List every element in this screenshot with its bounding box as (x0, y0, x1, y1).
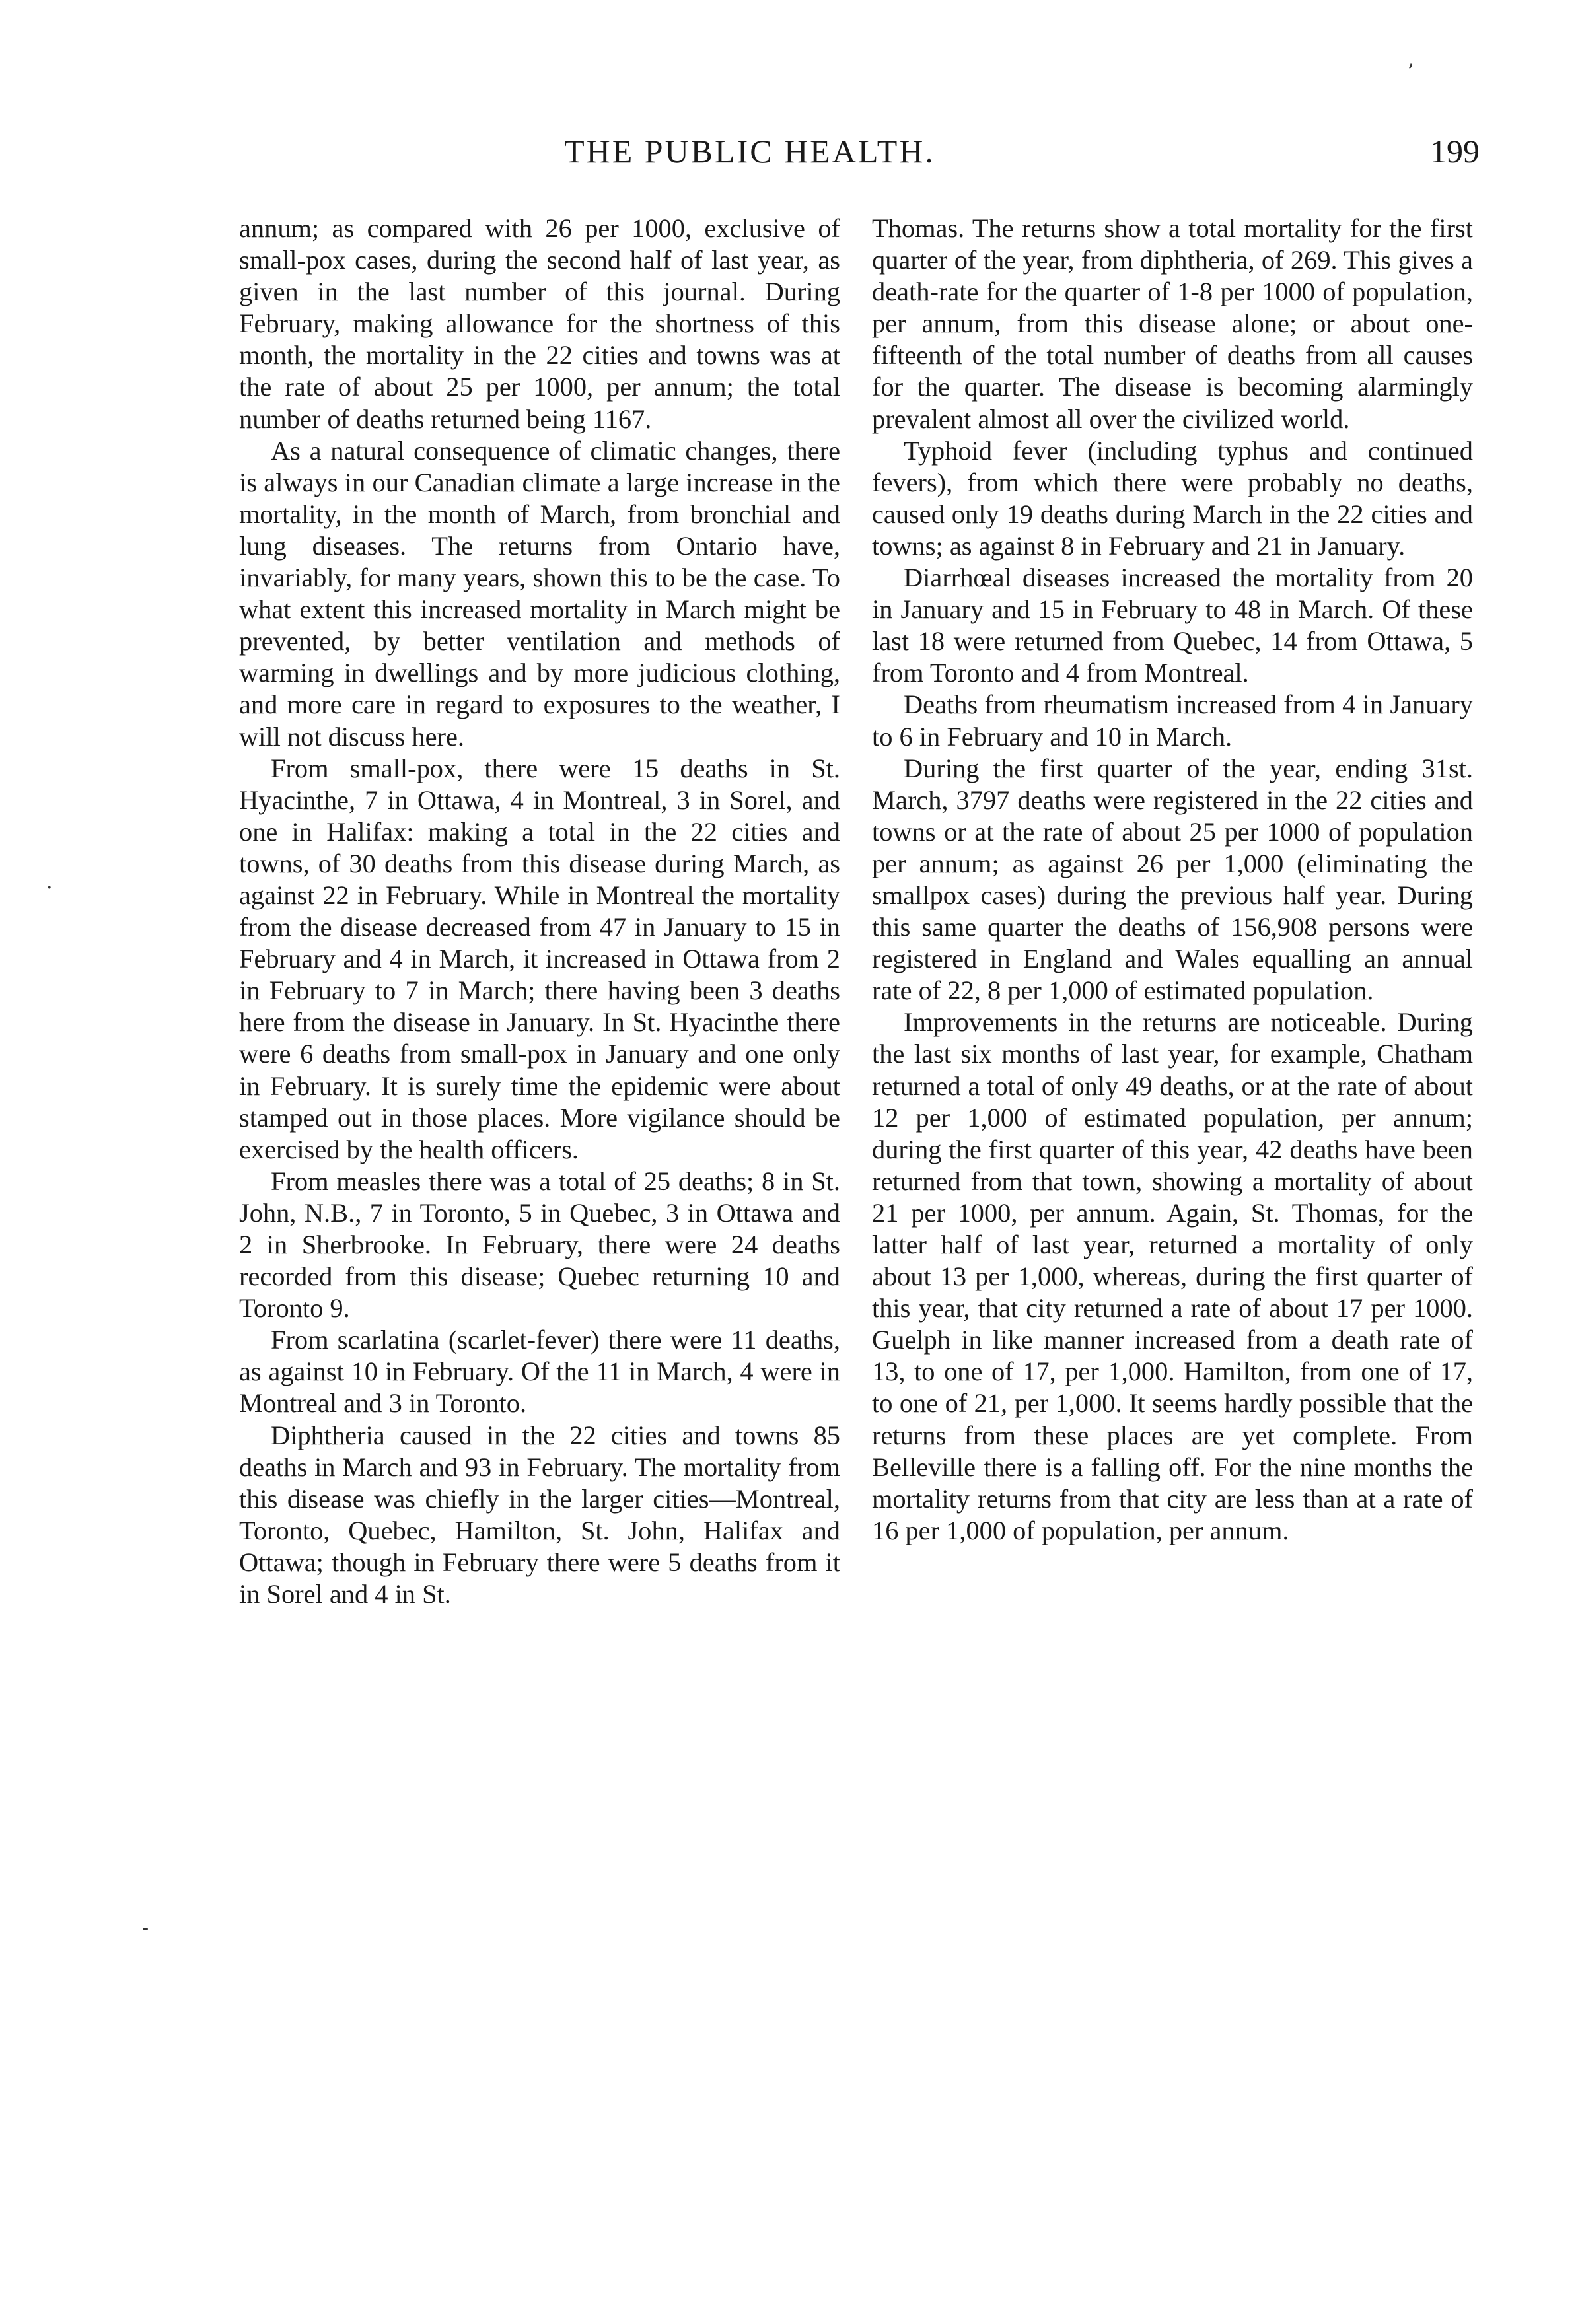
page-number: 199 (1430, 133, 1480, 170)
paragraph: Thomas. The returns show a total mortality for the first quarter of the year, from diphtheria, of 269. This gives a death-rate for the quarter of 1-8 per 1000 of population, per annum, from this disease alone; or about one-fifteenth of the total number of deaths from all causes for the quarter. The disease is becoming alarmingly prevalent almost all over the civilized world. (872, 213, 1473, 434)
paragraph: Improvements in the returns are noticeable. During the last six months of last year, for example, Chatham returned a total of only 49 deaths, or at the rate of about 12 per 1,000 of estimated population, per annum; during the first quarter of this year, 42 deaths have been returned from that town, showing a mortality of about 21 per 1000, per annum. Again, St. Thomas, for the latter half of last year, returned a mortality of only about 13 per 1,000, whereas, during the first quarter of this year, that city returned a rate of about 17 per 1000. Guelph in like manner increased from a death rate of 13, to one of 17, per 1,000. Hamilton, from one of 17, to one of 21, per 1,000. It seems hardly possible that the returns from these places are yet complete. From Belleville there is a falling off. For the nine months the mortality returns from that city are less than at a rate of 16 per 1,000 of population, per annum. (872, 1007, 1473, 1545)
paragraph: Deaths from rheumatism increased from 4 in January to 6 in February and 10 in March. (872, 689, 1473, 752)
paragraph: Diarrhœal diseases increased the mortality from 20 in January and 15 in February to 48 in March. Of these last 18 were returned from Quebec, 14 from Ottawa, 5 from Toronto and 4 from Montreal. (872, 563, 1473, 688)
stray-mark-bottom: - (142, 1917, 149, 1940)
paragraph: Diphtheria caused in the 22 cities and towns 85 deaths in March and 93 in February. The mortality from this disease was chiefly in the larger cities—Montreal, Toronto, Quebec, Hamilton, St. John, Halifax and Ottawa; though in February there were 5 deaths from it in Sorel and 4 in St. (239, 1420, 840, 1609)
stray-mark-left: · (46, 876, 53, 899)
paragraph: From scarlatina (scarlet-fever) there were 11 deaths, as against 10 in February. Of the 11 in March, 4 were in Montreal and 3 in Toronto. (239, 1325, 840, 1419)
paragraph: annum; as compared with 26 per 1000, exclusive of small-pox cases, during the second half of last year, as given in the last number of this journal. During February, making allowance for the shortness of this month, the mortality in the 22 cities and towns was at the rate of about 25 per 1000, per annum; the total number of deaths returned being 1167. (239, 213, 840, 434)
right-column (872, 213, 1473, 1547)
running-head-title: THE PUBLIC HEALTH. (564, 133, 935, 170)
paragraph: From small-pox, there were 15 deaths in St. Hyacinthe, 7 in Ottawa, 4 in Montreal, 3 in Sorel, and one in Halifax: making a total in the 22 cities and towns, of 30 deaths from this disease during March, as against 22 in February. While in Montreal the mortality from the disease decreased from 47 in January to 15 in February and 4 in March, it increased in Ottawa from 2 in February to 7 in March; there having been 3 deaths here from the disease in January. In St. Hyacinthe there were 6 deaths from small-pox in January and one only in February. It is surely time the epidemic were about stamped out in those places. More vigilance should be exercised by the health officers. (239, 753, 840, 1164)
paragraph: Typhoid fever (including typhus and continued fevers), from which there were probably no deaths, caused only 19 deaths during March in the 22 cities and towns; as against 8 in February and 21 in January. (872, 435, 1473, 561)
paragraph: During the first quarter of the year, ending 31st. March, 3797 deaths were registered in the 22 cities and towns or at the rate of about 25 per 1000 of population per annum; as against 26 per 1,000 (eliminating the smallpox cases) during the previous half year. During this same quarter the deaths of 156,908 persons were registered in England and Wales equalling an annual rate of 22, 8 per 1,000 of estimated population. (872, 753, 1473, 1006)
left-column (239, 213, 840, 1610)
paragraph: As a natural consequence of climatic changes, there is always in our Canadian climate a large increase in the mortality, in the month of March, from bronchial and lung diseases. The returns from Ontario have, invariably, for many years, shown this to be the case. To what extent this increased mortality in March might be prevented, by better ventilation and methods of warming in dwellings and by more judicious clothing, and more care in regard to exposures to the weather, I will not discuss here. (239, 435, 840, 752)
stray-mark-top: ʼ (1407, 61, 1414, 84)
page-header (238, 132, 1480, 185)
paragraph: From measles there was a total of 25 deaths; 8 in St. John, N.B., 7 in Toronto, 5 in Quebec, 3 in Ottawa and 2 in Sherbrooke. In February, there were 24 deaths recorded from this disease; Quebec returning 10 and Toronto 9. (239, 1166, 840, 1323)
